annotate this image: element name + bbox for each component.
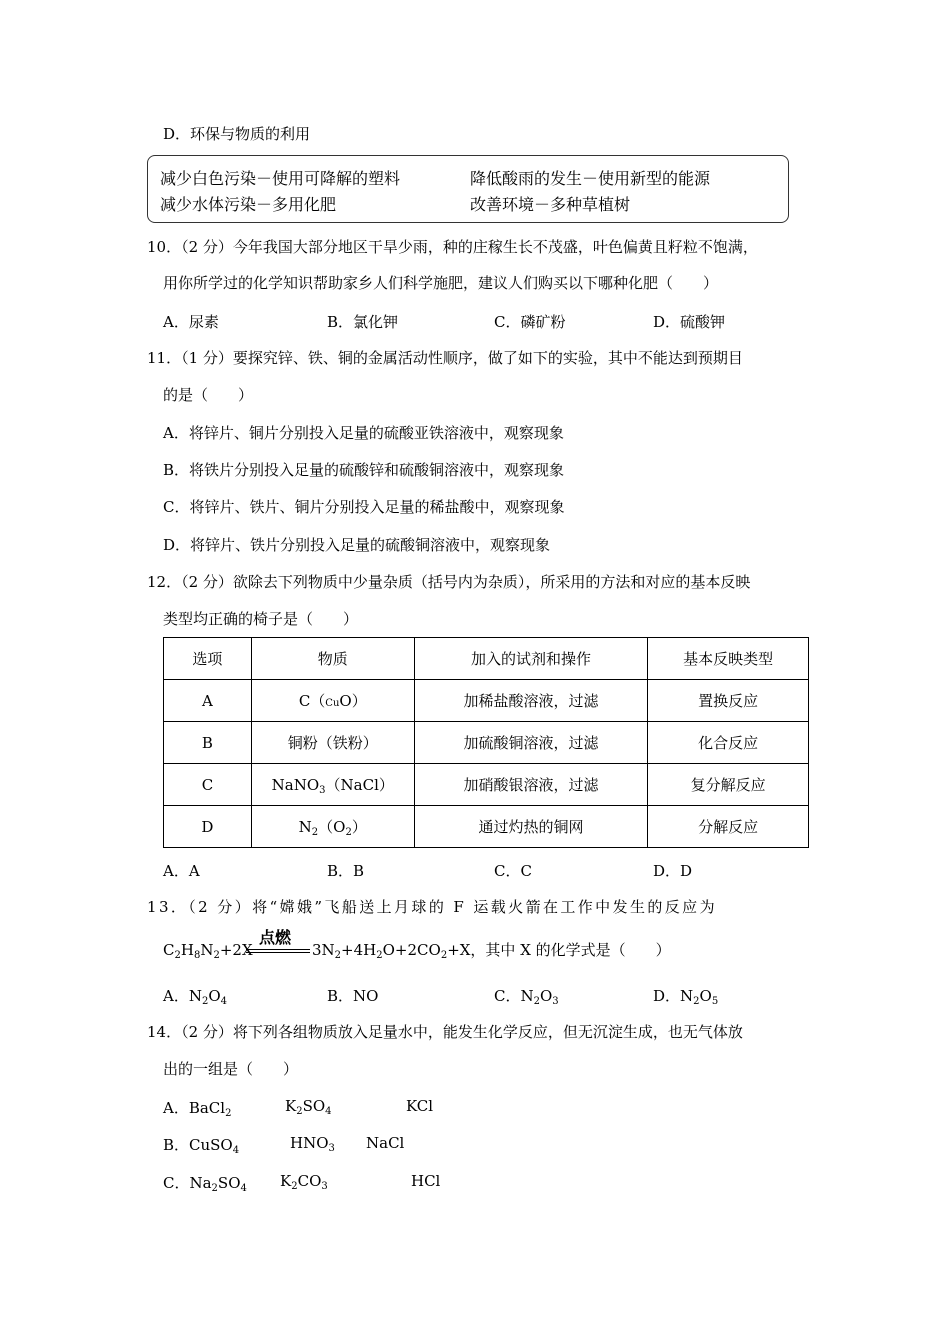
- table-cell: 置换反应: [648, 680, 809, 722]
- table-cell: A: [164, 680, 252, 722]
- table-cell: 化合反应: [648, 722, 809, 764]
- q10-line2: 用你所学过的化学知识帮助家乡人们科学施肥，建议人们购买以下哪种化肥（ ）: [163, 274, 719, 292]
- table-row: [164, 680, 809, 722]
- table-row: [164, 722, 809, 764]
- q11-option-d: D．将锌片、铁片分别投入足量的硫酸铜溶液中，观察现象: [163, 536, 551, 554]
- table-header-row: [164, 638, 809, 680]
- table-cell: C: [164, 764, 252, 806]
- q13-line1: 13．（2 分）将“嫦娥”飞船送上月球的 F 运载火箭在工作中发生的反应为: [147, 898, 717, 916]
- table-cell: 加稀盐酸溶液，过滤: [414, 680, 648, 722]
- table-row: [164, 806, 809, 848]
- q13-equation-left: $C_2H_8N_2+2X$: [163, 941, 253, 961]
- table-header: 基本反映类型: [648, 638, 809, 680]
- q11-line2: 的是（ ）: [163, 386, 254, 404]
- q14-option-b-1: B．CuSO$_4$: [163, 1136, 240, 1156]
- q11-line1: 11．（1 分）要探究锌、铁、铜的金属活动性顺序，做了如下的实验，其中不能达到预期目: [147, 349, 743, 367]
- reaction-arrow: [246, 925, 310, 955]
- q10-option-b: B．氯化钾: [327, 313, 399, 331]
- q12-option-b: B．B: [327, 862, 365, 880]
- q12-line2: 类型均正确的椅子是（ ）: [163, 610, 359, 628]
- table-cell: 铜粉（铁粉）: [251, 722, 414, 764]
- q9-option-d-label: D．环保与物质的利用: [163, 125, 311, 143]
- table-cell: 通过灼热的铜网: [414, 806, 648, 848]
- q10-option-c: C．磷矿粉: [494, 313, 566, 331]
- q12-option-a: A．A: [163, 862, 200, 880]
- table-cell: C（CuO）: [251, 680, 414, 722]
- table-cell: 加硝酸银溶液，过滤: [414, 764, 648, 806]
- table-cell: 分解反应: [648, 806, 809, 848]
- q13-option-b: B．NO: [327, 987, 379, 1005]
- q13-option-a: A．$N_2O_4$: [163, 987, 228, 1007]
- q14-option-b-2: $HNO_3$: [290, 1134, 335, 1154]
- q12-option-d: D．D: [653, 862, 693, 880]
- q12-option-c: C．C: [494, 862, 532, 880]
- q10-option-d: D．硫酸钾: [653, 313, 726, 331]
- q14-option-a-3: KCl: [406, 1097, 434, 1115]
- q14-option-a-2: $K_2SO_4$: [285, 1097, 332, 1117]
- box-cell-1: 减少白色污染－使用可降解的塑料: [160, 169, 401, 188]
- q13-option-c: C．$N_2O_3$: [494, 987, 559, 1007]
- table-cell: 复分解反应: [648, 764, 809, 806]
- q13-option-d: D．$N_2O_5$: [653, 987, 719, 1007]
- q14-line2: 出的一组是（ ）: [163, 1060, 299, 1078]
- q11-option-a: A．将锌片、铜片分别投入足量的硫酸亚铁溶液中，观察现象: [163, 424, 564, 442]
- table-cell: B: [164, 722, 252, 764]
- table-row: [164, 764, 809, 806]
- q10-option-a: A．尿素: [163, 313, 219, 331]
- q14-option-a-1: A．BaCl$_2$: [163, 1099, 232, 1119]
- table-cell: NaNO$_3$（NaCl）: [251, 764, 414, 806]
- q9-option-d-box: [147, 155, 789, 223]
- box-cell-2: 降低酸雨的发生－使用新型的能源: [470, 169, 711, 188]
- box-cell-3: 减少水体污染－多用化肥: [160, 195, 337, 214]
- table-cell: D: [164, 806, 252, 848]
- q14-line1: 14．（2 分）将下列各组物质放入足量水中，能发生化学反应，但无沉淀生成，也无气体放: [147, 1023, 743, 1041]
- q14-option-c-2: $K_2CO_3$: [280, 1172, 328, 1192]
- q10-line1: 10．（2 分）今年我国大部分地区干旱少雨，种的庄稼生长不茂盛，叶色偏黄且籽粒不饱满，: [147, 238, 758, 256]
- table-header: 选项: [164, 638, 252, 680]
- q14-option-c-3: HCl: [411, 1172, 441, 1190]
- table-header: 加入的试剂和操作: [414, 638, 648, 680]
- q13-equation-right: $3N_2+4H_2O+2CO_2+X$，其中 X 的化学式是（ ）: [312, 941, 671, 961]
- q11-option-c: C．将锌片、铁片、铜片分别投入足量的稀盐酸中，观察现象: [163, 498, 565, 516]
- q14-option-c-1: C．$Na_2SO_4$: [163, 1174, 247, 1194]
- table-cell: $N_2(O_2)$: [251, 806, 414, 848]
- q11-option-b: B．将铁片分别投入足量的硫酸锌和硫酸铜溶液中，观察现象: [163, 461, 565, 479]
- table-cell: 加硫酸铜溶液，过滤: [414, 722, 648, 764]
- table-header: 物质: [251, 638, 414, 680]
- q12-table: [163, 637, 809, 848]
- q12-line1: 12．（2 分）欲除去下列物质中少量杂质（括号内为杂质），所采用的方法和对应的基本反映: [147, 573, 751, 591]
- box-cell-4: 改善环境－多种草植树: [470, 195, 631, 214]
- reaction-condition: 点燃: [259, 928, 292, 947]
- q14-option-b-3: NaCl: [366, 1134, 405, 1152]
